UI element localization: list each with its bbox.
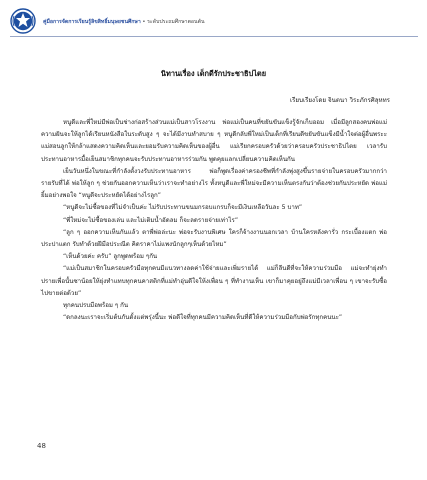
header-sub-title: ระดับประถมศึกษาตอนต้น [147,19,205,25]
paragraph: เย็นวันหนึ่งในขณะที่กำลังตั้งวงรับประทานอาหาร พ่อก็พูดเรื่องค่าครองชีพที่กำลังพุ่งสูงขึ้นรายจ่ายในครอบครัวมากกว่ารายรับที่ได้ พ่อให้ลูก ๆ ช่วยกันออกความเห็นว่าเราจะทำอย่างไร ทั้งหนูดีและพี่ใหม่จะมีความเห็นตรงกันว่าต้องช่วยกันประหยัด พ่อแม่ยิ้มอย่างพอใจ “หนูดีจะประหยัดได้อย่างไรลูก” [41,167,387,200]
header-divider [10,36,418,37]
header-org-title: คู่มือการจัดการเรียนรู้ลิขสิทธิ์มนุษยชนศึกษา [43,19,141,25]
story-body [41,117,387,324]
header-text [43,18,205,26]
paragraph: “หนูดีจะไม่ซื้อของที่ไม่จำเป็นค่ะ ไม่รับประทานขนมกรอบแกรบก็จะมีเงินเหลือวันละ 5 บาท” [63,204,303,212]
story-author: เรียบเรียงโดย จินตนา วิระภักรศิลุหทร [289,97,390,104]
organization-logo-icon [10,8,36,34]
paragraph: “พี่ใหม่จะไม่ซื้อของเล่น และไม่เติมน้ำอัดลม ก็จะลดรายจ่ายเท่าไร” [63,216,238,224]
page-number: 48 [37,442,46,450]
paragraph: ทุกคนปรบมือพร้อม ๆ กัน [63,302,129,310]
paragraph: “ลูก ๆ ออกความเห็นกันแล้ว ตาพี่พ่อล่ะนะ พ่อจะรับงานพิเศษ ใครก็จ้างงานนอกเวลา บ้านใครหลังคารั่ว กระเบื้องแตก พ่อประปาแตก รับทำด้วยฝีมือประณีต คิดราคาไม่แพงนักลูกๆเห็นด้วยไหม” [41,228,387,249]
page-header [10,8,420,34]
story-title: นิทานเรื่อง เด็กดีรักประชาธิปไตย [160,69,267,78]
header-bullet: • [142,19,146,25]
paragraph: “ดกลงนะเราจะเริ่มต้นกันตั้งแต่พรุ่งนี้นะ พ่อดีใจที่ทุกคนมีความคิดเห็นที่ดีให้ความร่วมมือกับพ่อรักทุกคนนะ” [63,314,343,322]
paragraph: “แม่เป็นสมาชิกในครอบครัวมือทุกคนมีแนวทางลดค่าใช้จ่ายและเพิ่มรายได้ แม่ก็ลีนดีที่จะให้ความร่วมมือ แม่จะทำยุ่งทำปรายเพื่อนั้นซาน้อยให้ยุ่งทำแทบทุกคนคาสติกที่แม่ทำอุ่นดีใจให้งเพื่อน ๆ ที่ทำงานเห็น เขาก็มาคุยอยู่ถึงแม่มีเวลาเพื่อน ๆ เขาจะรับซื้อไปขายต่อด้วย” [41,265,387,297]
paragraph: หนูดีและพี่ใหม่มีพ่อเป็นช่างก่อสร้างส่วนแม่เป็นสาวโรงงาน พ่อแม่เป็นคนที่ขยันขันแข็งรู้จักเก็บออม เมื่อมีลูกสองคนพ่อแม่ความฝันจะให้ลูกได้เรียนหนังสือในระดับสูง ๆ จะได้มีงานทำสบาย ๆ หนูดีกลับพี่ใหม่เป็นเด็กที่เรียนดีขยันขันแข็งมีน้ำใจต่อผู้อื่นพระะแม่สอนลูกให้กล้าแสดงความคิดเห็นและยอมรับความคิดเห็นของผู้อื่น แม่เรียกครอบครัวด้วยว่าครอบครัวประชาธิปไตย เวลารับประทานอาหารมื้อเย็นสมาชิกทุกคนจะรับประทานอาหารร่วมกัน พูดคุยแลกเปลี่ยนความคิดเห็นกัน [41,119,387,163]
paragraph: “เห็นด้วยค่ะ ครับ” ลูกพูดพร้อม ๆกัน [63,253,158,261]
